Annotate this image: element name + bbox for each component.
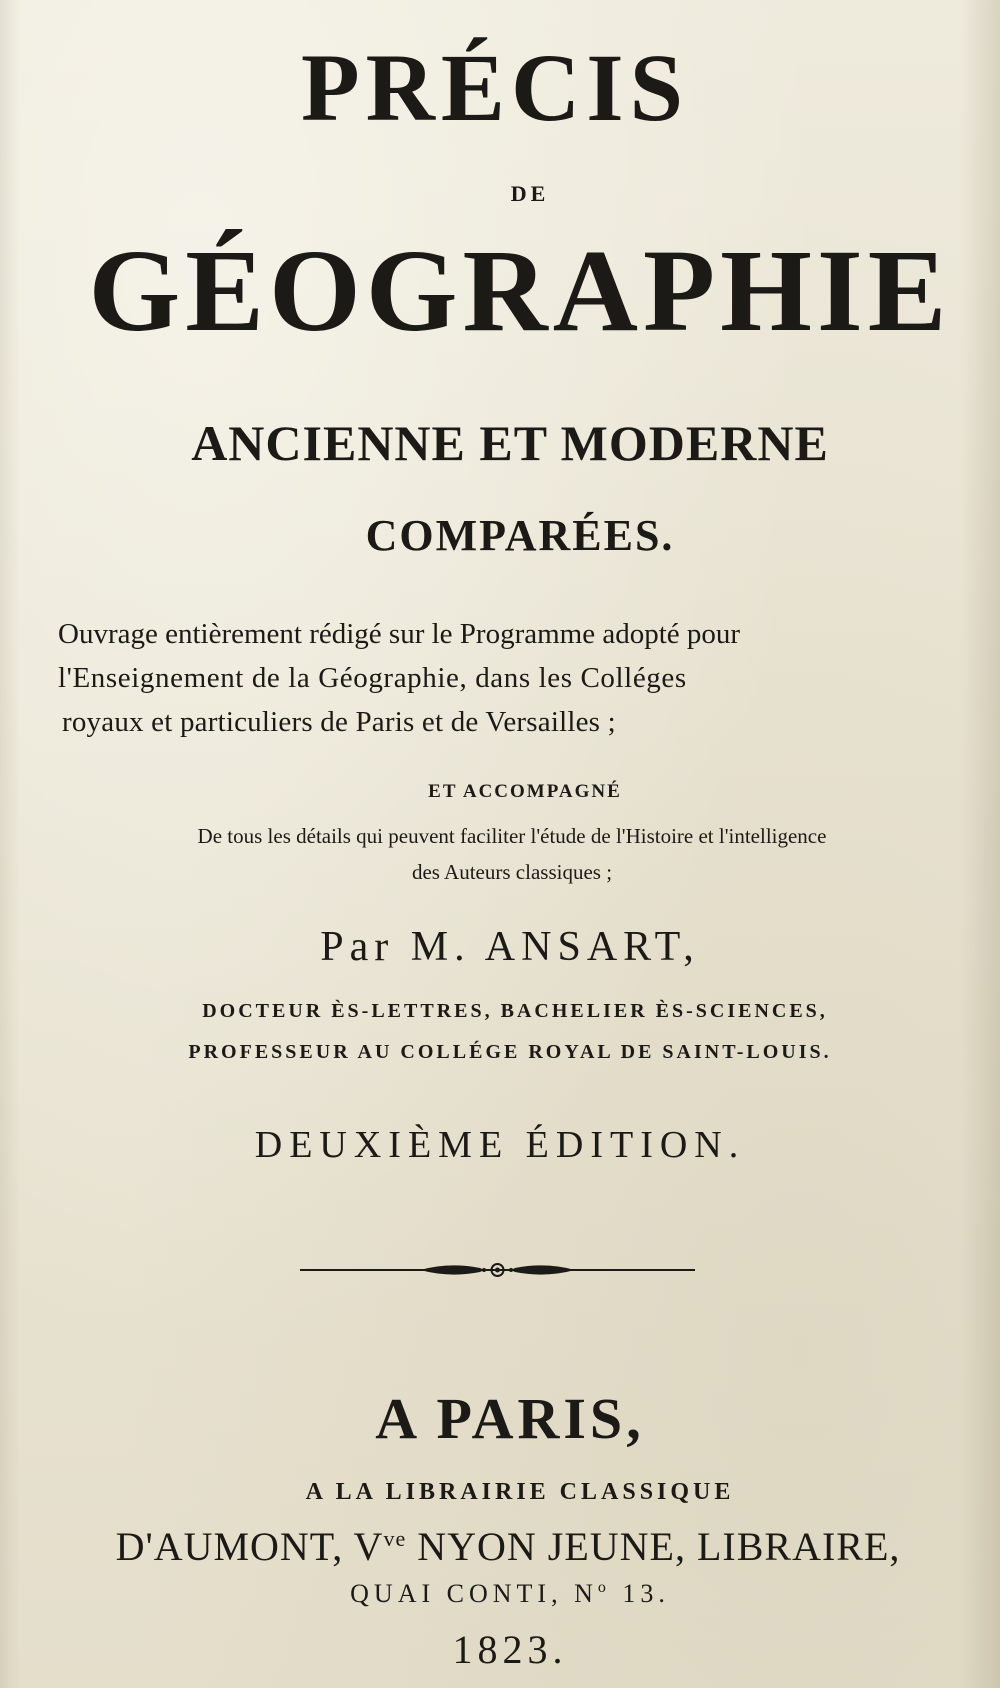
author-line: Par M. ANSART, <box>320 924 700 970</box>
publisher-line: A LA LIBRAIRIE CLASSIQUE <box>305 1479 735 1505</box>
title-comparees: COMPARÉES. <box>365 511 675 560</box>
accompaniment-heading: ET ACCOMPAGNÉ <box>428 781 622 802</box>
title-geographie: GÉOGRAPHIE <box>88 225 952 356</box>
title-ancienne-et-moderne: ANCIENNE ET MODERNE <box>191 415 829 471</box>
description-line: royaux et particuliers de Paris et de Versailles ; <box>62 706 616 738</box>
publication-year: 1823. <box>452 1627 568 1672</box>
author-qualification: PROFESSEUR AU COLLÉGE ROYAL DE SAINT-LOUIS. <box>188 1041 832 1063</box>
author-qualification: DOCTEUR ÈS-LETTRES, BACHELIER ÈS-SCIENCES, <box>202 1000 828 1022</box>
description-line: l'Enseignement de la Géographie, dans les Colléges <box>58 662 687 694</box>
description-paragraph <box>58 612 963 744</box>
title-precis: PRÉCIS <box>300 34 690 141</box>
edition-line: DEUXIÈME ÉDITION. <box>254 1124 746 1166</box>
place-of-publication: A PARIS, <box>375 1386 645 1451</box>
title-de: DE <box>510 181 550 206</box>
publisher-address: QUAI CONTI, $N^o$ 13. <box>350 1579 670 1608</box>
publisher-name: D'AUMONT, $V^{ve}$ NYON JEUNE, LIBRAIRE, <box>115 1524 901 1569</box>
details-line: De tous les détails qui peuvent faciliter l'étude de l'Histoire et l'intelligence <box>197 824 827 848</box>
ornamental-rule-icon <box>300 1258 695 1282</box>
description-line: Ouvrage entièrement rédigé sur le Programme adopté pour <box>58 618 741 650</box>
details-line: des Auteurs classiques ; <box>411 860 613 884</box>
